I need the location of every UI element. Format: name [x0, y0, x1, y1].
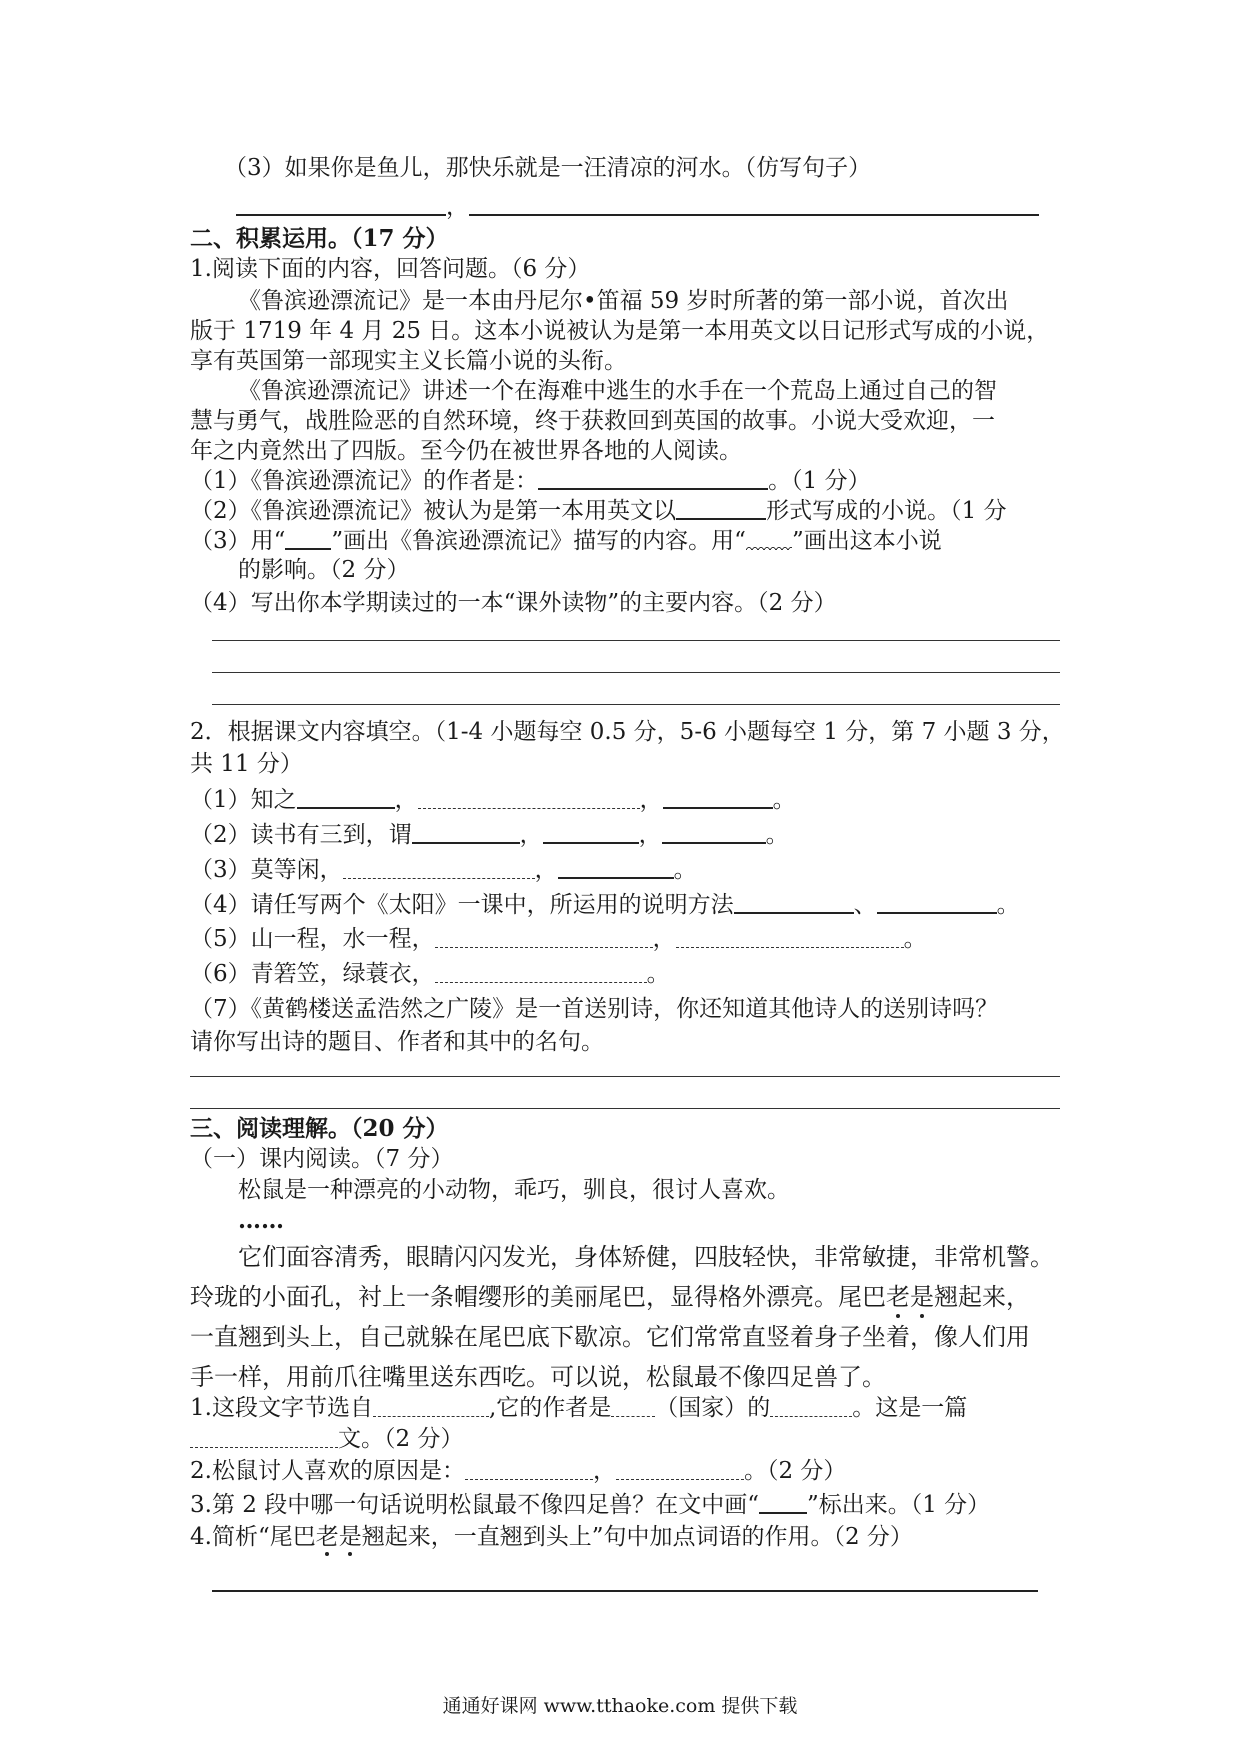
answer-line[interactable]: [190, 1076, 1060, 1077]
answer-blank[interactable]: [543, 820, 639, 844]
reading-line: 它们面容清秀，眼睛闪闪发光，身体矫健，四肢轻快，非常敏捷，非常机警。: [238, 1243, 1054, 1271]
straight-underline-sample: [759, 1490, 807, 1514]
reading-question-1: 1.这段文字节选自 ,它的作者是 （国家）的 。这是一篇: [190, 1395, 968, 1421]
answer-blank[interactable]: [538, 466, 768, 490]
reading-line: 手一样，用前爪往嘴里送东西吃。可以说，松鼠最不像四足兽了。: [190, 1363, 886, 1391]
answer-blank[interactable]: [373, 1394, 489, 1417]
question-2-2-header: 2．根据课文内容填空。（1-4 小题每空 0.5 分，5-6 小题每空 1 分，第 7 小题 3 分，: [190, 719, 1065, 745]
answer-blank[interactable]: [611, 1394, 655, 1417]
reading-question-2: 2.松鼠讨人喜欢的原因是： ， 。（2 分）: [190, 1458, 847, 1484]
answer-line[interactable]: [212, 640, 1060, 641]
emphasis-dot-char: 是: [910, 1280, 934, 1314]
wavy-underline-sample: [746, 528, 792, 550]
imitation-sentence-prompt: （3）如果你是鱼儿，那快乐就是一汪清凉的河水。（仿写句子）: [224, 155, 872, 181]
fill-3: （3）莫等闲， ， 。: [190, 857, 697, 883]
emphasis-dot-char: 是: [338, 1524, 362, 1550]
reading-question-1-continued: 文。（2 分）: [190, 1425, 1060, 1454]
answer-line[interactable]: [212, 672, 1060, 673]
answer-blank[interactable]: [435, 925, 653, 948]
answer-blank[interactable]: [734, 890, 854, 914]
fill-7: （7）《黄鹤楼送孟浩然之广陵》是一首送别诗，你还知道其他诗人的送别诗吗？: [190, 996, 999, 1022]
answer-line[interactable]: [212, 704, 1060, 705]
footer-source: 通通好课网 www.tthaoke.com 提供下载: [442, 1695, 798, 1717]
reading-question-3: 3.第 2 段中哪一句话说明松鼠最不像四足兽？在文中画“ ”标出来。（1 分）: [190, 1492, 991, 1518]
passage-line: 年之内竟然出了四版。至今仍在被世界各地的人阅读。: [190, 438, 742, 464]
fill-2: （2）读书有三到，谓 ， ， 。: [190, 822, 789, 848]
passage-line: 《鲁滨逊漂流记》是一本由丹尼尔•笛福 59 岁时所著的第一部小说，首次出: [238, 288, 1009, 314]
answer-blank[interactable]: [435, 960, 647, 983]
reading-line: 一直翘到头上，自己就躲在尾巴底下歇凉。它们常常直竖着身子坐着，像人们用: [190, 1323, 1030, 1351]
answer-blank[interactable]: [558, 855, 674, 879]
answer-blank[interactable]: [465, 1457, 593, 1480]
reading-line: 玲珑的小面孔，衬上一条帽缨形的美丽尾巴，显得格外漂亮。尾巴老是翘起来，: [190, 1280, 1060, 1314]
passage-line: 《鲁滨逊漂流记》讲述一个在海难中逃生的水手在一个荒岛上通过自己的智: [238, 378, 997, 404]
imitation-answer-line: ，: [190, 192, 1106, 222]
fill-1: （1）知之 ， ， 。: [190, 787, 796, 813]
answer-blank[interactable]: [343, 856, 535, 879]
answer-blank[interactable]: [412, 820, 520, 844]
answer-blank[interactable]: [770, 1394, 852, 1417]
passage-line: 享有英国第一部现实主义长篇小说的头衔。: [190, 348, 627, 374]
answer-blank[interactable]: [616, 1457, 744, 1480]
answer-blank[interactable]: [469, 192, 1039, 216]
passage-line: 版于 1719 年 4 月 25 日。这本小说被认为是第一本用英文以日记形式写成的小说，: [190, 318, 1050, 344]
question-2-1-header: 1.阅读下面的内容，回答问题。（6 分）: [190, 256, 591, 282]
reading-line: 松鼠是一种漂亮的小动物，乖巧，驯良，很讨人喜欢。: [238, 1177, 790, 1203]
fill-7-continued: 请你写出诗的题目、作者和其中的名句。: [190, 1029, 604, 1055]
subquestion-2: （2）《鲁滨逊漂流记》被认为是第一本用英文以 形式写成的小说。（1 分: [190, 498, 1007, 524]
answer-blank[interactable]: [297, 785, 395, 809]
subquestion-3-continued: 的影响。（2 分）: [238, 557, 410, 583]
answer-blank[interactable]: [877, 890, 997, 914]
answer-blank[interactable]: [663, 785, 773, 809]
emphasis-dot-char: 老: [315, 1524, 339, 1550]
subquestion-4: （4）写出你本学期读过的一本“课外读物”的主要内容。（2 分）: [190, 590, 837, 616]
answer-blank[interactable]: [676, 496, 766, 520]
fill-6: （6）青箬笠，绿蓑衣， 。: [190, 961, 670, 987]
fill-5: （5）山一程，水一程， ， 。: [190, 926, 927, 952]
subsection-title: （一）课内阅读。（7 分）: [190, 1146, 454, 1172]
answer-blank[interactable]: [236, 192, 446, 216]
answer-line[interactable]: [212, 1590, 1038, 1592]
emphasis-dot-char: 老: [886, 1280, 910, 1314]
straight-underline-sample: [285, 526, 331, 550]
section-3-title: 三、阅读理解。（20 分）: [190, 1115, 449, 1142]
answer-blank[interactable]: [190, 1425, 338, 1448]
answer-blank[interactable]: [662, 820, 766, 844]
answer-line[interactable]: [190, 1108, 1060, 1109]
question-2-2-header-continued: 共 11 分）: [190, 751, 303, 777]
reading-question-4: 4.简析“尾巴老是翘起来，一直翘到头上”句中加点词语的作用。（2 分）: [190, 1524, 913, 1550]
answer-blank[interactable]: [676, 925, 904, 948]
subquestion-3: （3）用“ ”画出《鲁滨逊漂流记》描写的内容。用“ ”画出这本小说: [190, 528, 942, 554]
answer-blank[interactable]: [418, 786, 640, 809]
passage-line: 慧与勇气，战胜险恶的自然环境，终于获救回到英国的故事。小说大受欢迎，一: [190, 408, 995, 434]
reading-ellipsis: ……: [238, 1207, 284, 1234]
fill-4: （4）请任写两个《太阳》一课中，所运用的说明方法 、 。: [190, 892, 1020, 918]
section-2-title: 二、积累运用。（17 分）: [190, 225, 449, 252]
subquestion-1: （1）《鲁滨逊漂流记》的作者是： 。（1 分）: [190, 468, 871, 494]
